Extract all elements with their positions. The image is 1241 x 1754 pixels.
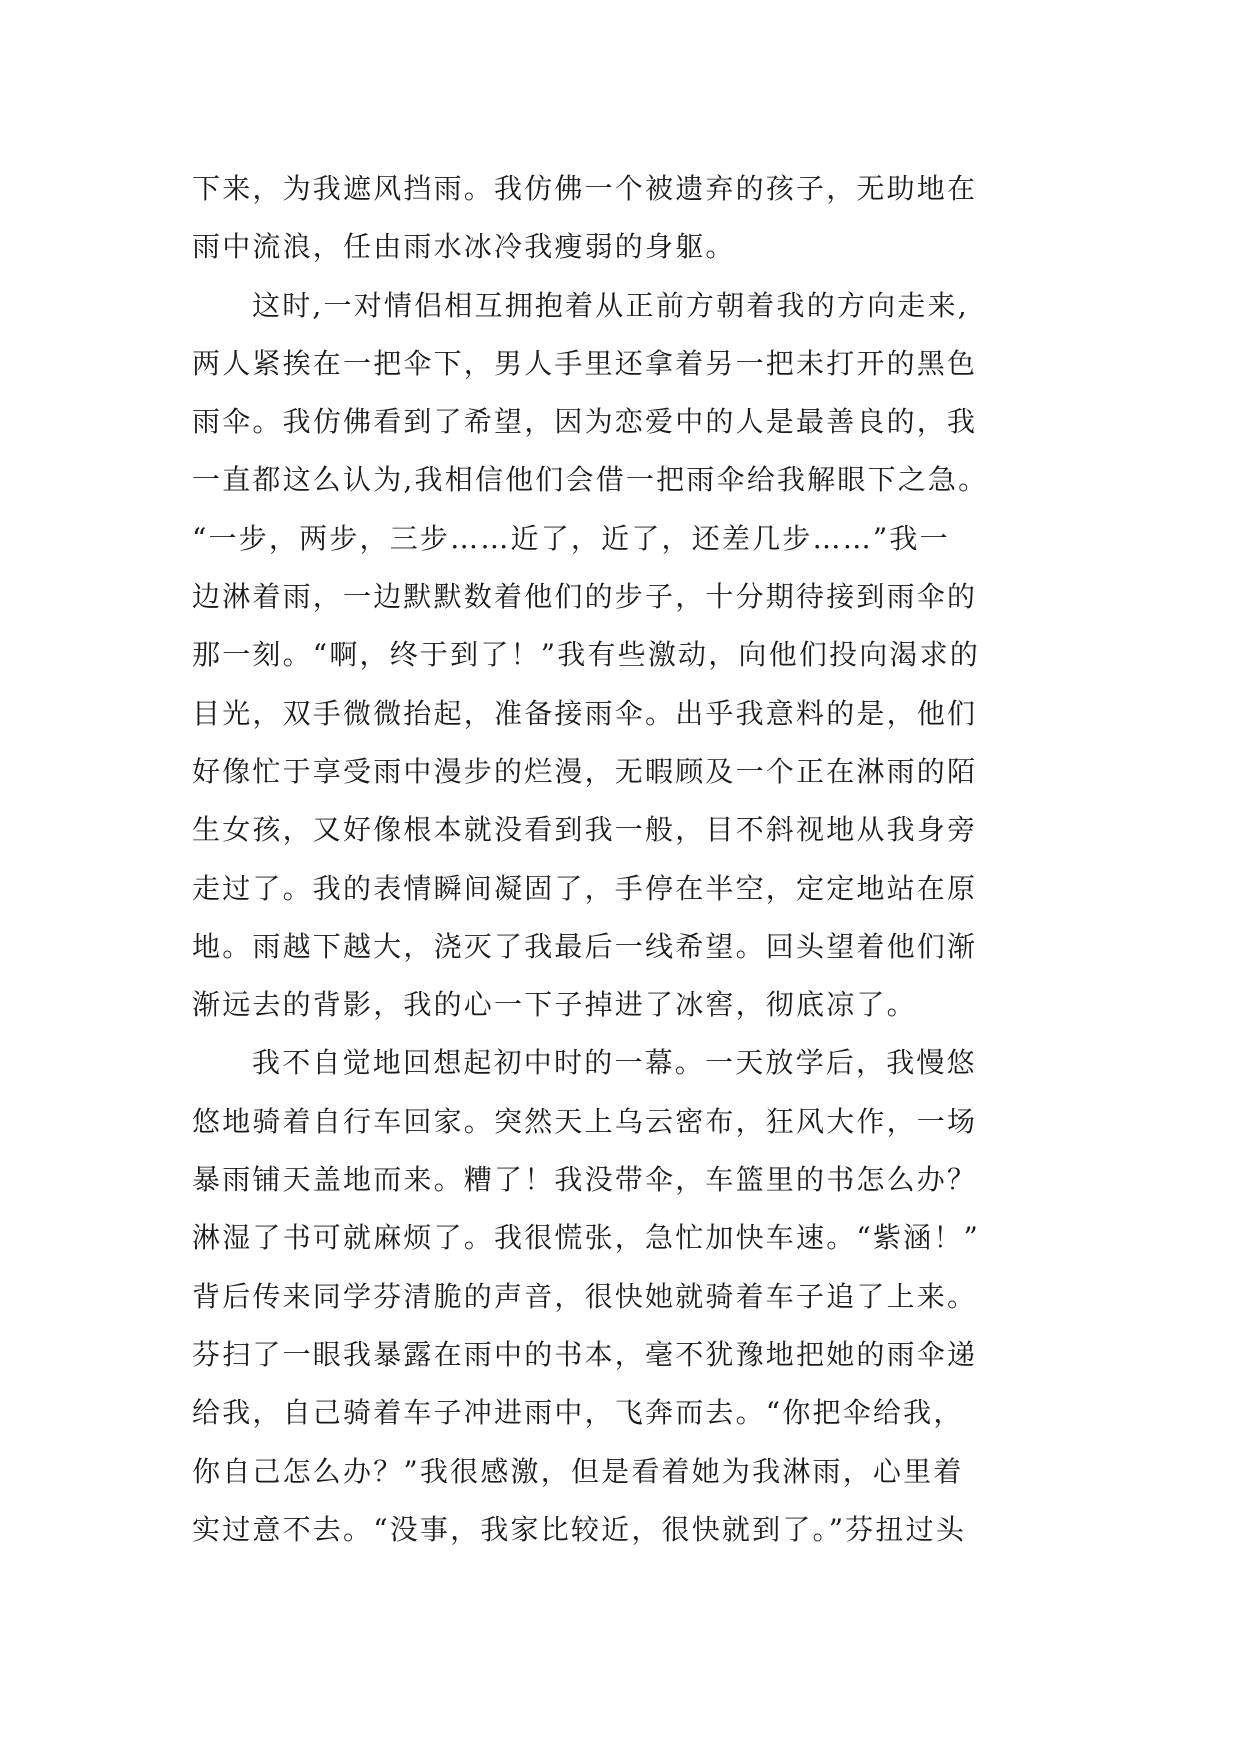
text-line: 好像忙于享受雨中漫步的烂漫，无暇顾及一个正在淋雨的陌 — [192, 754, 978, 788]
text-line: 雨伞。我仿佛看到了希望，因为恋爱中的人是最善良的，我 — [192, 405, 978, 439]
text-line: 淋湿了书可就麻烦了。我很慌张，急忙加快车速。“紫涵！” — [192, 1221, 981, 1255]
text-line: 地。雨越下越大，浇灭了我最后一线希望。回头望着他们渐 — [192, 929, 978, 963]
text-line: 两人紧挨在一把伞下，男人手里还拿着另一把未打开的黑色 — [192, 346, 978, 380]
text-line: 给我，自己骑着车子冲进雨中，飞奔而去。“你把伞给我， — [192, 1396, 964, 1430]
text-line: 这时,一对情侣相互拥抱着从正前方朝着我的方向走来, — [252, 288, 969, 322]
text-line: 边淋着雨，一边默默数着他们的步子，十分期待接到雨伞的 — [192, 580, 978, 614]
text-line: 雨中流浪，任由雨水冰冷我瘦弱的身躯。 — [192, 230, 736, 264]
text-line: 暴雨铺天盖地而来。糟了！我没带伞，车篮里的书怎么办？ — [192, 1163, 978, 1197]
text-line: 那一刻。“啊，终于到了！”我有些激动，向他们投向渴求的 — [192, 638, 981, 672]
text-line: 悠地骑着自行车回家。突然天上乌云密布，狂风大作，一场 — [192, 1104, 978, 1138]
text-line: 走过了。我的表情瞬间凝固了，手停在半空，定定地站在原 — [192, 871, 978, 905]
text-line: 实过意不去。“没事，我家比较近，很快就到了。”芬扭过头 — [192, 1512, 967, 1546]
body-text — [192, 160, 1072, 1559]
text-line: “一步，两步，三步……近了，近了，还差几步……”我一 — [192, 521, 950, 555]
text-line: 背后传来同学芬清脆的声音，很快她就骑着车子追了上来。 — [192, 1279, 978, 1313]
text-line: 你自己怎么办？”我很感激，但是看着她为我淋雨，心里着 — [192, 1454, 964, 1488]
text-line: 一直都这么认为,我相信他们会借一把雨伞给我解眼下之急。 — [192, 463, 989, 497]
text-line: 芬扫了一眼我暴露在雨中的书本，毫不犹豫地把她的雨伞递 — [192, 1337, 978, 1371]
text-line: 目光，双手微微抬起，准备接雨伞。出乎我意料的是，他们 — [192, 696, 978, 730]
text-line: 我不自觉地回想起初中时的一幕。一天放学后，我慢悠 — [252, 1046, 977, 1080]
text-line: 渐远去的背影，我的心一下子掉进了冰窖，彻底凉了。 — [192, 988, 917, 1022]
text-line: 下来，为我遮风挡雨。我仿佛一个被遗弃的孩子，无助地在 — [192, 172, 978, 205]
text-line: 生女孩，又好像根本就没看到我一般，目不斜视地从我身旁 — [192, 813, 978, 847]
